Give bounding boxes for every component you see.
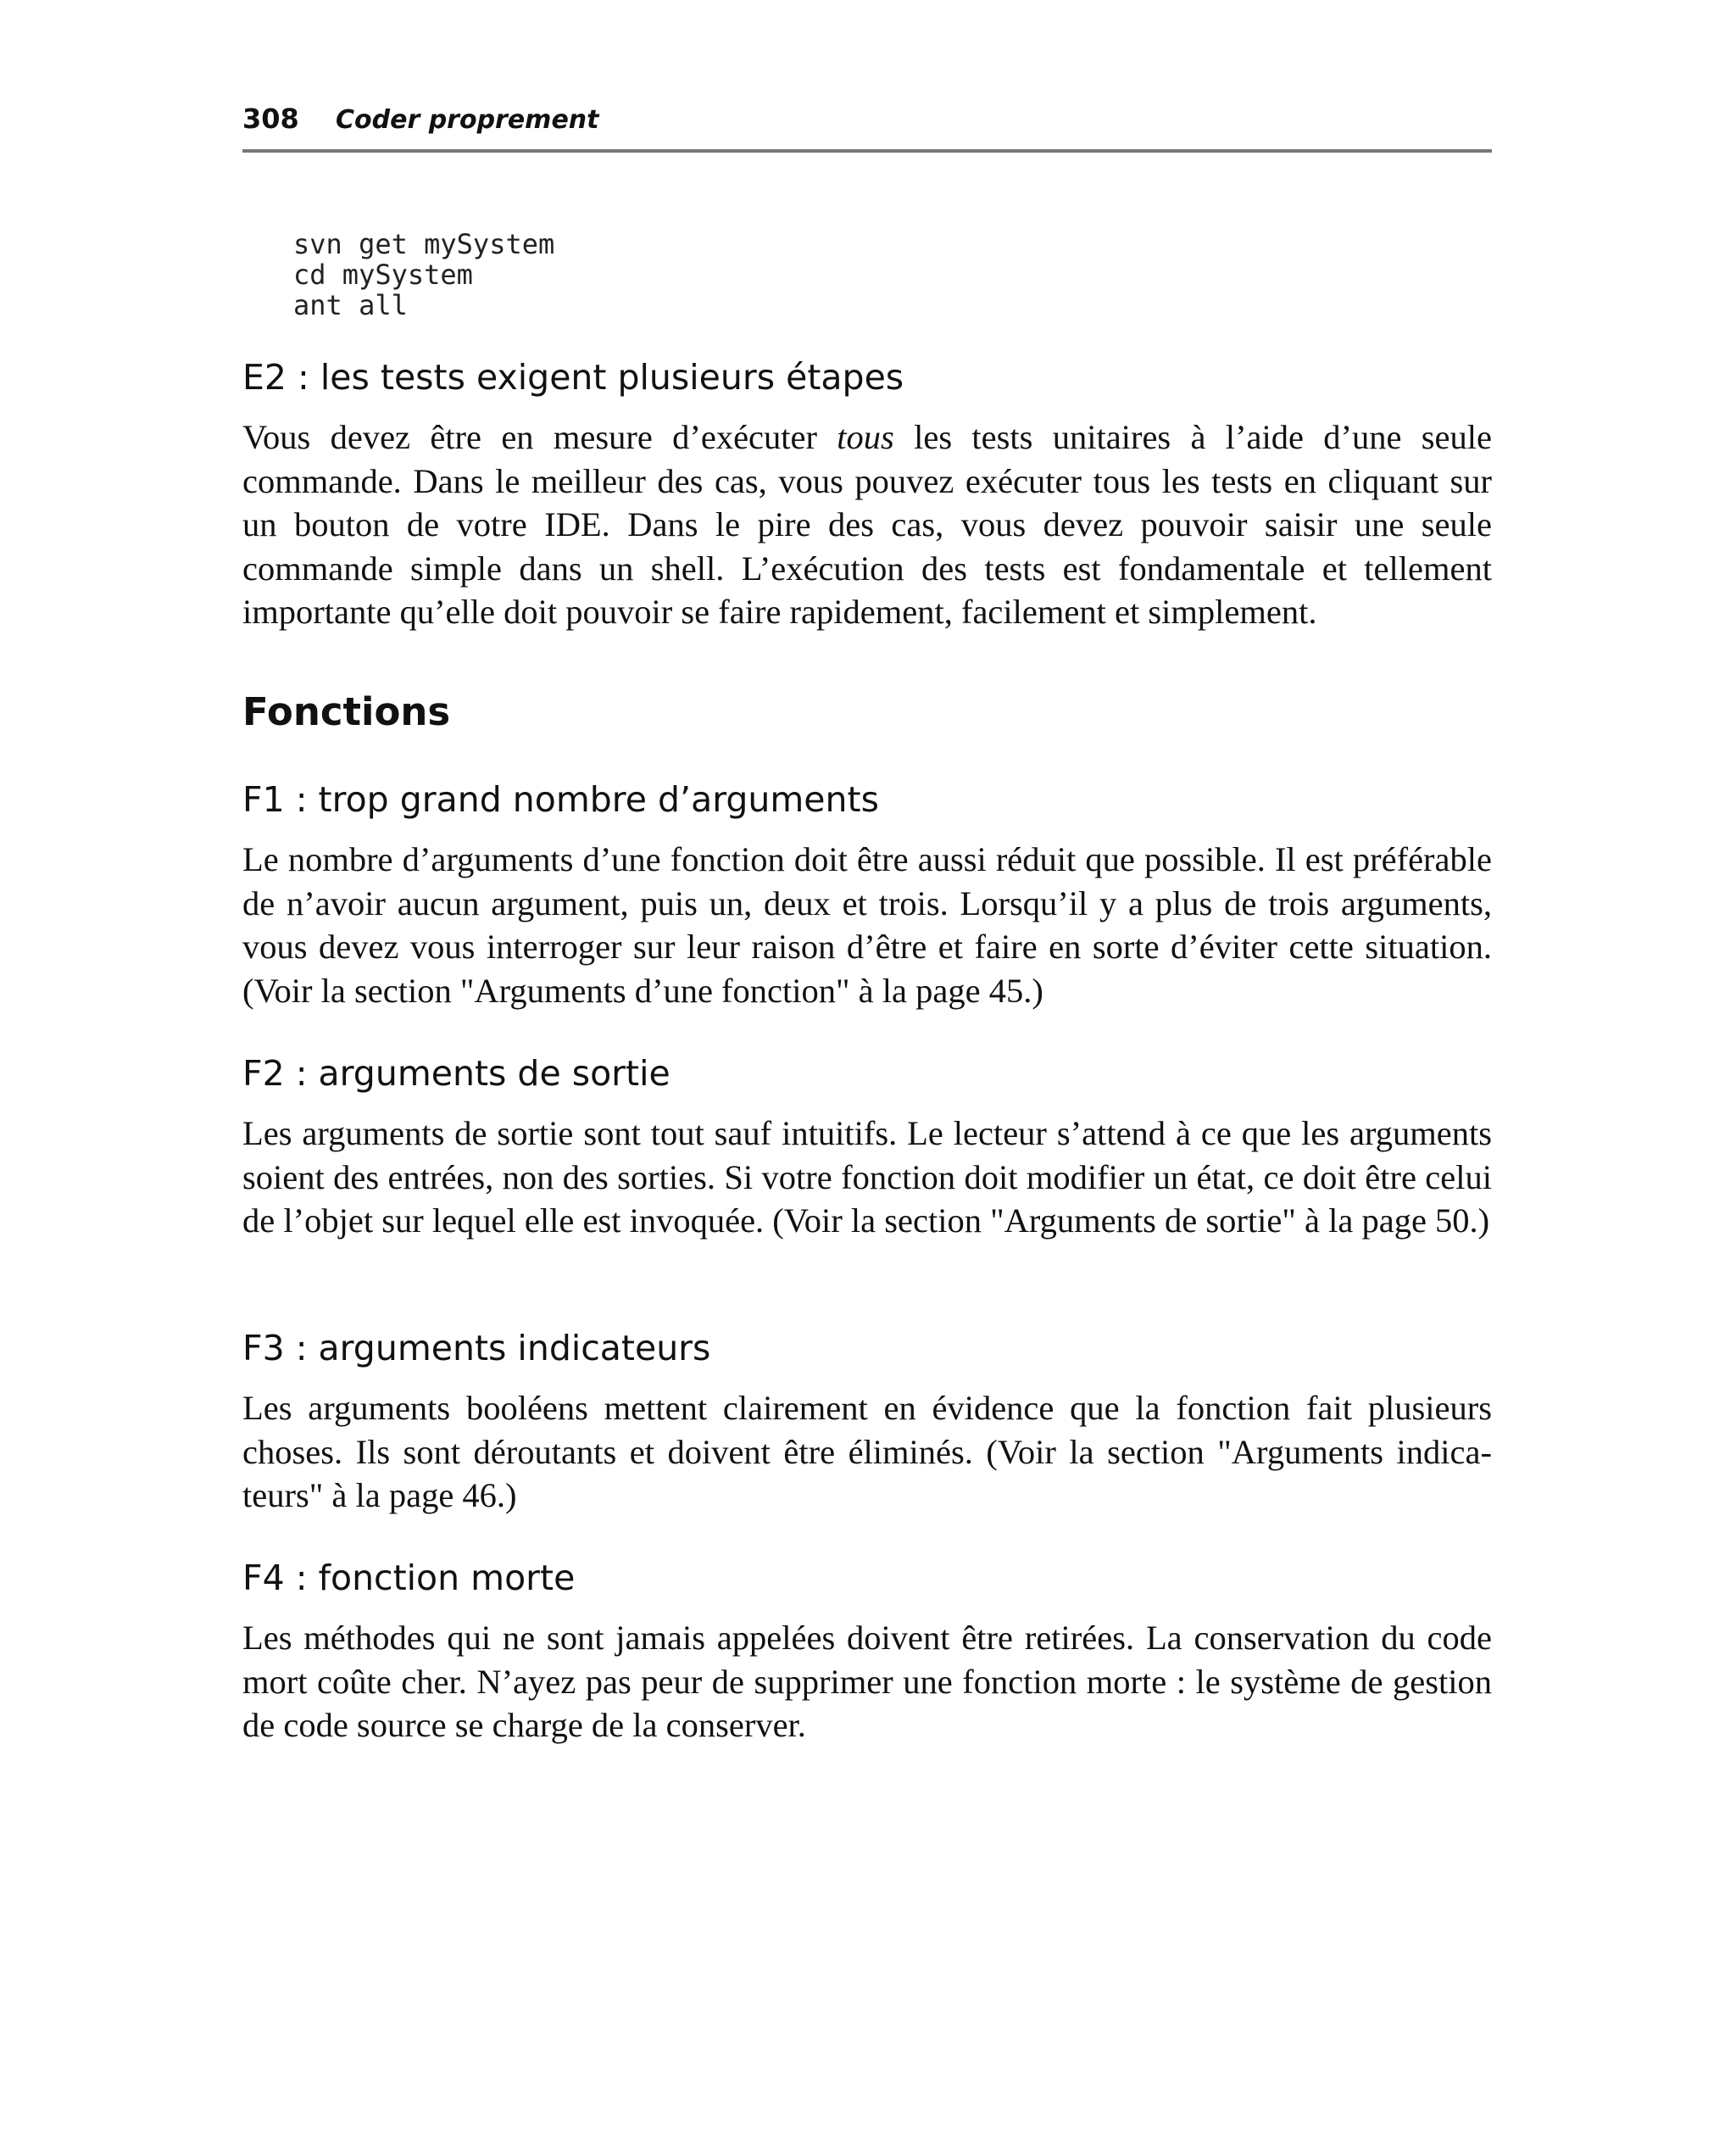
paragraph-e2-start: Vous devez être en mesure d’exécuter [242, 418, 837, 456]
heading-f1: F1 : trop grand nombre d’arguments [242, 779, 879, 820]
paragraph-f3: Les arguments booléens mettent clairement en évidence que la fonction fait plusieurs choses. Ils sont déroutants et doivent être éliminés. (Voir la section "Arguments indicateurs" à la page 46.) [242, 1389, 1492, 1514]
paragraph-e2 [242, 415, 1492, 634]
paragraph-e2-end: les tests unitaires à l’aide d’une seule commande. Dans le meilleur des cas, vous pouvez exécuter tous les tests en cliquant sur un bouton de votre IDE. Dans le pire des cas, vous devez pouvoir saisir une seule commande simple dans un shell. L’exécution des tests est fondamentale et tellement importante qu’elle doit pouvoir se faire rapidement, facilement et simplement. [242, 418, 1492, 631]
section-title: Fonctions [242, 689, 451, 734]
heading-f3: F3 : arguments indicateurs [242, 1328, 711, 1368]
code-listing: svn get mySystem cd mySystem ant all [293, 228, 555, 321]
heading-e2: E2 : les tests exigent plusieurs étapes [242, 357, 904, 398]
heading-f4: F4 : fonction morte [242, 1558, 576, 1598]
book-title: Coder proprement [336, 105, 599, 135]
paragraph-f2: Les arguments de sortie sont tout sauf intuitifs. Le lecteur s’attend à ce que les arguments soient des entrées, non des sorties. Si votre fonction doit modifier un état, ce doit être celui de l’objet sur lequel elle est invoquée. (Voir la section "Arguments de sortie" à la page 50.) [242, 1114, 1492, 1240]
paragraph-f4: Les méthodes qui ne sont jamais appelées doivent être retirées. La conservation du code mort coûte cher. N’ayez pas peur de supprimer une fonction morte : le système de gestion de code source se charge de la conserver. [242, 1619, 1492, 1744]
paragraph-e2-emphasis: tous [837, 418, 894, 456]
running-header [242, 98, 1492, 149]
page-number: 308 [242, 103, 299, 135]
heading-f2: F2 : arguments de sortie [242, 1053, 670, 1094]
header-rule [242, 149, 1492, 153]
paragraph-f1: Le nombre d’arguments d’une fonction doit être aussi réduit que possible. Il est préférable de n’avoir aucun argument, puis un, deux et trois. Lorsqu’il y a plus de trois arguments, vous devez vous interroger sur leur raison d’être et faire en sorte d’éviter cette situation. (Voir la section "Arguments d’une fonction" à la page 45.) [242, 840, 1492, 1010]
